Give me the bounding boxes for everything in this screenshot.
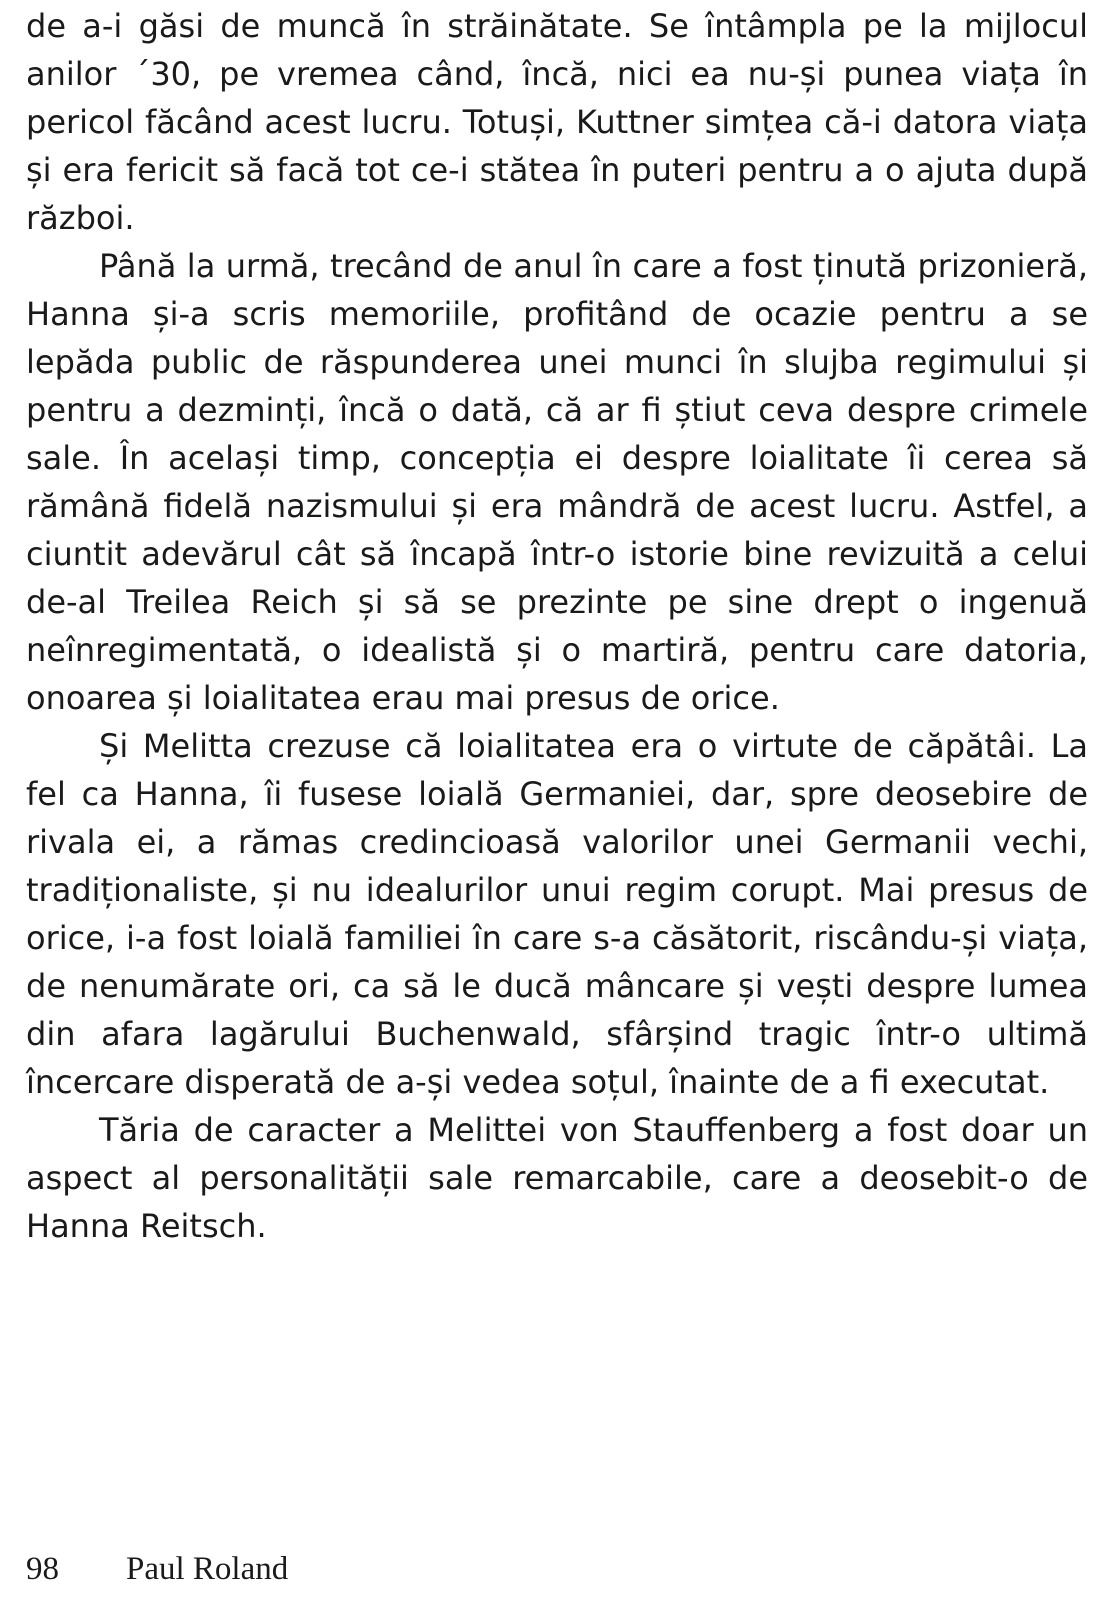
paragraph-2: Până la urmă, trecând de anul în care a fost ținută prizonieră, Hanna și-a scris memoriile, profitând de ocazie pentru a se lepăda public de răspunderea unei munci în slujba regimului și pentru a dezminți, încă o dată, că ar fi știut ceva despre crimele sale. În același timp, concepția ei despre loialitate îi cerea să rămână fidelă nazismului și era mândră de acest lucru. Astfel, a ciuntit adevărul cât să încapă într-o istorie bine revizuită a celui de-al Treilea Reich și să se prezinte pe sine drept o ingenuă neînregimentată, o idealistă și o martiră, pentru care datoria, onoarea și loialitatea erau mai presus de orice. bbox=[26, 247, 1088, 717]
paragraph-1: de a-i găsi de muncă în străinătate. Se întâmpla pe la mijlocul anilor ´30, pe vremea când, încă, nici ea nu-și punea viața în pericol făcând acest lucru. Totuși, Kuttner simțea că-i datora viața și era fericit să facă tot ce-i stătea în puteri pentru a o ajuta după război. bbox=[26, 7, 1088, 237]
body-text bbox=[26, 2, 1088, 1250]
paragraph-4: Tăria de caracter a Melittei von Stauffenberg a fost doar un aspect al personalității sale remarcabile, care a deosebit-o de Hanna Reitsch. bbox=[26, 1111, 1088, 1245]
page-footer bbox=[26, 1549, 288, 1589]
paragraph-3: Și Melitta crezuse că loialitatea era o virtute de căpătâi. La fel ca Hanna, îi fusese loială Germaniei, dar, spre deosebire de rivala ei, a rămas credincioasă valorilor unei Germanii vechi, tradiționaliste, și nu idealurilor unui regim corupt. Mai presus de orice, i-a fost loială familiei în care s-a căsătorit, riscându-și viața, de nenumărate ori, ca să le ducă mâncare și vești despre lumea din afara lagărului Buchenwald, sfârșind tragic într-o ultimă încercare disperată de a-și vedea soțul, înainte de a fi executat. bbox=[26, 727, 1088, 1101]
page-number: 98 bbox=[26, 1551, 59, 1587]
author-name: Paul Roland bbox=[126, 1551, 289, 1587]
